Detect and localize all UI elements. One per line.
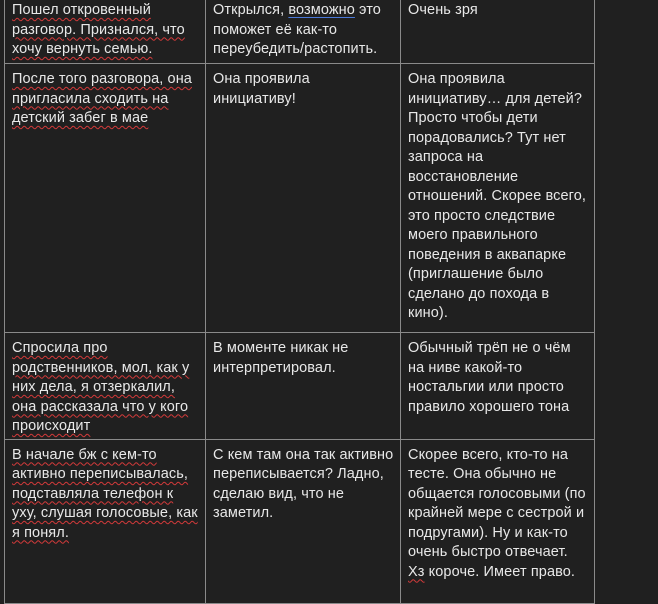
table-row (5, 0, 595, 64)
cell-text: Пошел откровенный разговор. Признался, что хочу вернуть семью. (12, 2, 185, 57)
cell-text: В моменте никак не интерпретировал. (213, 340, 349, 376)
table-row (5, 333, 595, 440)
table-cell-event[interactable] (5, 0, 206, 64)
grammar-suggestion[interactable]: возможно (288, 2, 355, 18)
cell-text: это поможет её как-то переубедить/растопить. (213, 2, 381, 57)
cell-text: Обычный трёп не о чём на ниве какой-то ностальгии или просто правило хорошего тона (408, 340, 571, 415)
table-cell-analysis[interactable] (401, 64, 595, 333)
table-cell-event[interactable] (5, 333, 206, 440)
table-cell-thought[interactable] (206, 0, 401, 64)
table-cell-thought[interactable] (206, 333, 401, 440)
table-cell-event[interactable] (5, 64, 206, 333)
table-row (5, 439, 595, 603)
table-row (5, 64, 595, 333)
table-cell-event[interactable] (5, 439, 206, 603)
table-cell-analysis[interactable] (401, 333, 595, 440)
cell-text: В начале бж с кем-то активно переписывалась, подставляла телефон к уху, слушая голосовые, как я понял. (12, 446, 198, 541)
cell-text: С кем там она так активно переписывается? Ладно, сделаю вид, что не заметил. (213, 446, 394, 521)
cell-text: Она проявила инициативу… для детей? Просто чтобы дети порадовались? Тут нет запроса на восстановление отношений. Скорее всего, это просто следствие моего правильного поведения в аквапарке (приглашение было сделано до похода в кино). (408, 71, 586, 321)
table-cell-thought[interactable] (206, 64, 401, 333)
table-cell-analysis[interactable] (401, 439, 595, 603)
cell-text: Она проявила инициативу! (213, 71, 310, 107)
cell-text: Открылся, (213, 2, 289, 18)
cell-text: После того разговора, она пригласила сходить на детский забег в мае (12, 71, 192, 126)
cell-text: короче. Имеет право. (424, 563, 576, 580)
notes-table (4, 0, 595, 604)
cell-text: Спросила про родственников, мол, как у них дела, я отзеркалил, она рассказала что у кого происходит (12, 340, 190, 434)
table-cell-analysis[interactable] (401, 0, 595, 64)
table-cell-thought[interactable] (206, 439, 401, 603)
cell-text: Очень зря (408, 2, 478, 18)
cell-text: Скорее всего, кто-то на тесте. Она обычно не общается голосовыми (по крайней мере с сестрой и подругами). Ну и как-то очень быстро отвечает. (408, 446, 586, 560)
spellcheck-word[interactable]: Хз (408, 563, 425, 580)
